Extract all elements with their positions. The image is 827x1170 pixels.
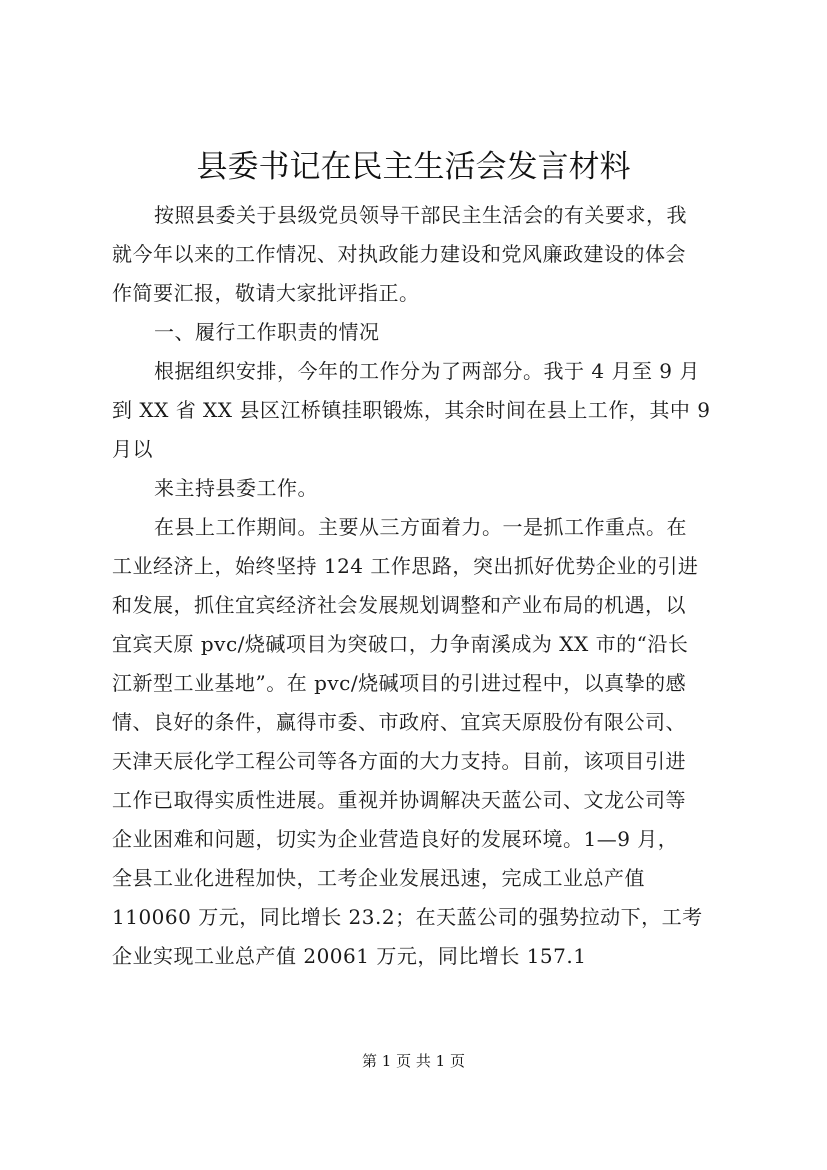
- paragraph-line: 按照县委关于县级党员领导干部民主生活会的有关要求，我: [154, 203, 687, 227]
- section-heading: 一、履行工作职责的情况: [154, 320, 380, 344]
- paragraph-line: 就今年以来的工作情况、对执政能力建设和党风廉政建设的体会: [112, 242, 686, 266]
- paragraph-line: 情、良好的条件，赢得市委、市政府、宜宾天原股份有限公司、: [112, 710, 686, 734]
- paragraph-line: 在县上工作期间。主要从三方面着力。一是抓工作重点。在: [154, 515, 687, 539]
- paragraph-line: 到 XX 省 XX 县区江桥镇挂职锻炼，其余时间在县上工作，其中 9: [112, 398, 711, 422]
- paragraph-line: 江新型工业基地”。在 pvc/烧碱项目的引进过程中，以真挚的感: [112, 671, 687, 695]
- paragraph-line: 根据组织安排，今年的工作分为了两部分。我于 4 月至 9 月: [154, 359, 700, 383]
- paragraph-line: 企业实现工业总产值 20061 万元，同比增长 157.1: [112, 944, 587, 968]
- paragraph-line: 企业困难和问题，切实为企业营造良好的发展环境。1—9 月，: [112, 827, 679, 851]
- paragraph-line: 月以: [112, 437, 153, 461]
- paragraph-line: 作简要汇报，敬请大家批评指正。: [112, 281, 420, 305]
- document-body: [112, 196, 722, 976]
- page-footer: 第 1 页 共 1 页: [362, 1052, 465, 1070]
- document-title: 县委书记在民主生活会发言材料: [196, 149, 631, 185]
- paragraph-line: 来主持县委工作。: [154, 476, 318, 500]
- paragraph-line: 和发展，抓住宜宾经济社会发展规划调整和产业布局的机遇，以: [112, 593, 686, 617]
- paragraph-line: 工业经济上，始终坚持 124 工作思路，突出抓好优势企业的引进: [112, 554, 699, 578]
- paragraph-line: 110060 万元，同比增长 23.2；在天蓝公司的强势拉动下，工考: [112, 905, 703, 929]
- paragraph-line: 宜宾天原 pvc/烧碱项目为突破口，力争南溪成为 XX 市的“沿长: [112, 632, 689, 656]
- paragraph-line: 天津天辰化学工程公司等各方面的大力支持。目前，该项目引进: [112, 749, 686, 773]
- paragraph-line: 工作已取得实质性进展。重视并协调解决天蓝公司、文龙公司等: [112, 788, 686, 812]
- paragraph-line: 全县工业化进程加快，工考企业发展迅速，完成工业总产值: [112, 866, 645, 890]
